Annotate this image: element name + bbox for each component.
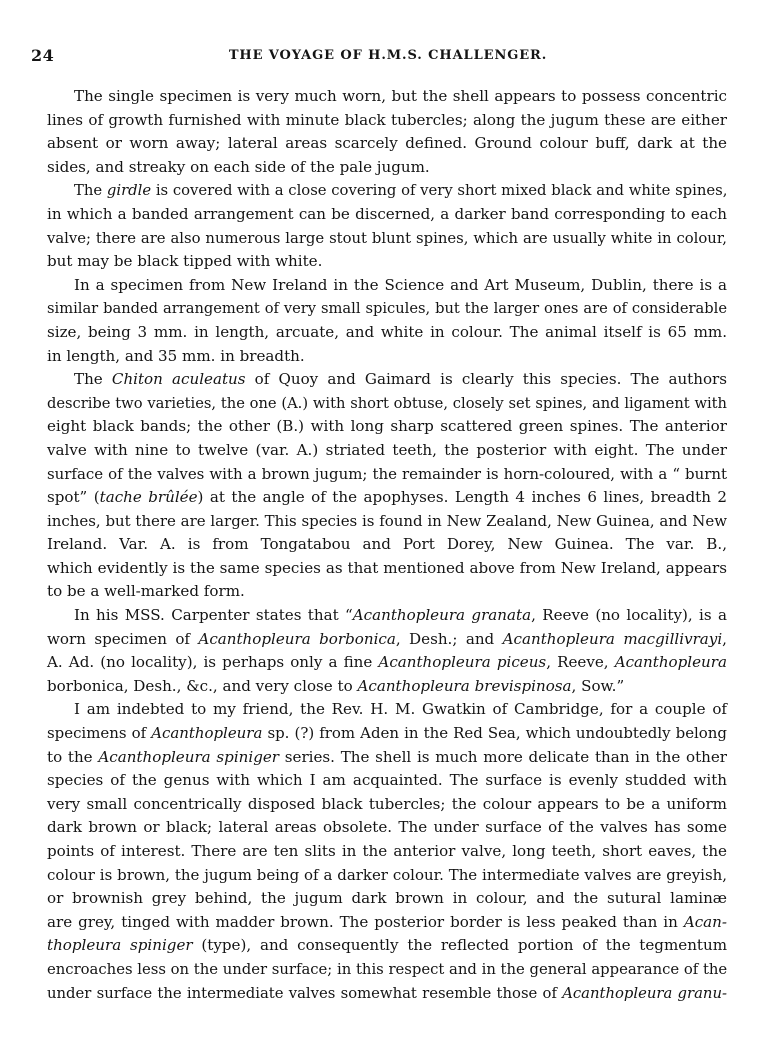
text-line: valve; there are also numerous large stout blunt spines, which are usually white in colour,	[47, 229, 727, 247]
text-line: specimens of Acanthopleura sp. (?) from Aden in the Red Sea, which undoubtedly belong	[47, 724, 727, 743]
running-title: THE VOYAGE OF H.M.S. CHALLENGER.	[228, 48, 548, 63]
text-line: absent or worn away; lateral areas scarcely defined. Ground colour buff, dark at the	[47, 134, 727, 153]
text-line: in which a banded arrangement can be discerned, a darker band corresponding to each	[47, 204, 727, 223]
text-line: surface of the valves with a brown jugum; the remainder is horn-coloured, with a “ burnt	[47, 464, 727, 483]
text-line: In a specimen from New Ireland in the Science and Art Museum, Dublin, there is a	[74, 275, 727, 294]
text-line: are grey, tinged with madder brown. The posterior border is less peaked than in Acan-	[47, 912, 727, 931]
text-line: The single specimen is very much worn, but the shell appears to possess concentric	[74, 87, 727, 105]
text-line: size, being 3 mm. in length, arcuate, and white in colour. The animal itself is 65 mm.	[47, 322, 727, 341]
text-line: spot” (tache brûlée) at the angle of the apophyses. Length 4 inches 6 lines, breadth 2	[47, 488, 727, 507]
text-line: to the Acanthopleura spiniger series. The shell is much more delicate than in the other	[47, 747, 728, 766]
text-line: colour is brown, the jugum being of a darker colour. The intermediate valves are greyish,	[47, 865, 727, 884]
text-line: Ireland. Var. A. is from Tongatabou and Port Dorey, New Guinea. The var. B.,	[47, 535, 727, 554]
text-line: to be a well-marked form.	[47, 582, 245, 601]
text-line: dark brown or black; lateral areas obsolete. The under surface of the valves has some	[47, 818, 727, 837]
body-text	[47, 85, 727, 1005]
text-line: borbonica, Desh., &c., and very close to Acanthopleura brevispinosa, Sow.”	[47, 676, 625, 695]
text-line: sides, and streaky on each side of the pale jugum.	[47, 157, 430, 176]
text-line: points of interest. There are ten slits in the anterior valve, long teeth, short eaves, the	[47, 842, 727, 860]
text-line: A. Ad. (no locality), is perhaps only a fine Acanthopleura piceus, Reeve, Acanthopleura	[47, 653, 727, 672]
text-line: very small concentrically disposed black tubercles; the colour appears to be a uniform	[47, 794, 727, 813]
text-line: lines of growth furnished with minute black tubercles; along the jugum these are either	[47, 110, 727, 129]
text-line: I am indebted to my friend, the Rev. H. M. Gwatkin of Cambridge, for a couple of	[74, 700, 727, 719]
text-line: but may be black tipped with white.	[47, 252, 323, 271]
text-line: eight black bands; the other (B.) with long sharp scattered green spines. The anterior	[47, 417, 727, 436]
text-line: The girdle is covered with a close covering of very short mixed black and white spines,	[74, 182, 728, 200]
text-line: similar banded arrangement of very small spicules, but the larger ones are of considerable	[47, 300, 727, 318]
page-number: 24	[31, 46, 55, 65]
text-line: under surface the intermediate valves somewhat resemble those of Acanthopleura granu-	[47, 984, 727, 1002]
text-line: The Chiton aculeatus of Quoy and Gaimard is clearly this species. The authors	[74, 370, 727, 389]
text-line: thopleura spiniger (type), and consequently the reflected portion of the tegmentum	[47, 936, 728, 955]
text-line: encroaches less on the under surface; in this respect and in the general appearance of the	[47, 960, 728, 978]
text-line: or brownish grey behind, the jugum dark brown in colour, and the sutural laminæ	[47, 889, 727, 908]
page-header	[0, 46, 776, 66]
text-line: inches, but there are larger. This species is found in New Zealand, New Guinea, and New	[47, 511, 727, 530]
text-line: which evidently is the same species as that mentioned above from New Ireland, appears	[47, 558, 727, 577]
text-line: species of the genus with which I am acquainted. The surface is evenly studded with	[47, 771, 727, 790]
text-line: worn specimen of Acanthopleura borbonica, Desh.; and Acanthopleura macgillivrayi,	[47, 629, 727, 648]
text-line: valve with nine to twelve (var. A.) striated teeth, the posterior with eight. The under	[47, 440, 727, 459]
text-line: in length, and 35 mm. in breadth.	[47, 346, 305, 365]
text-line: In his MSS. Carpenter states that “Acanthopleura granata, Reeve (no locality), is a	[74, 606, 728, 625]
text-line: describe two varieties, the one (A.) with short obtuse, closely set spines, and ligament with	[47, 394, 727, 412]
